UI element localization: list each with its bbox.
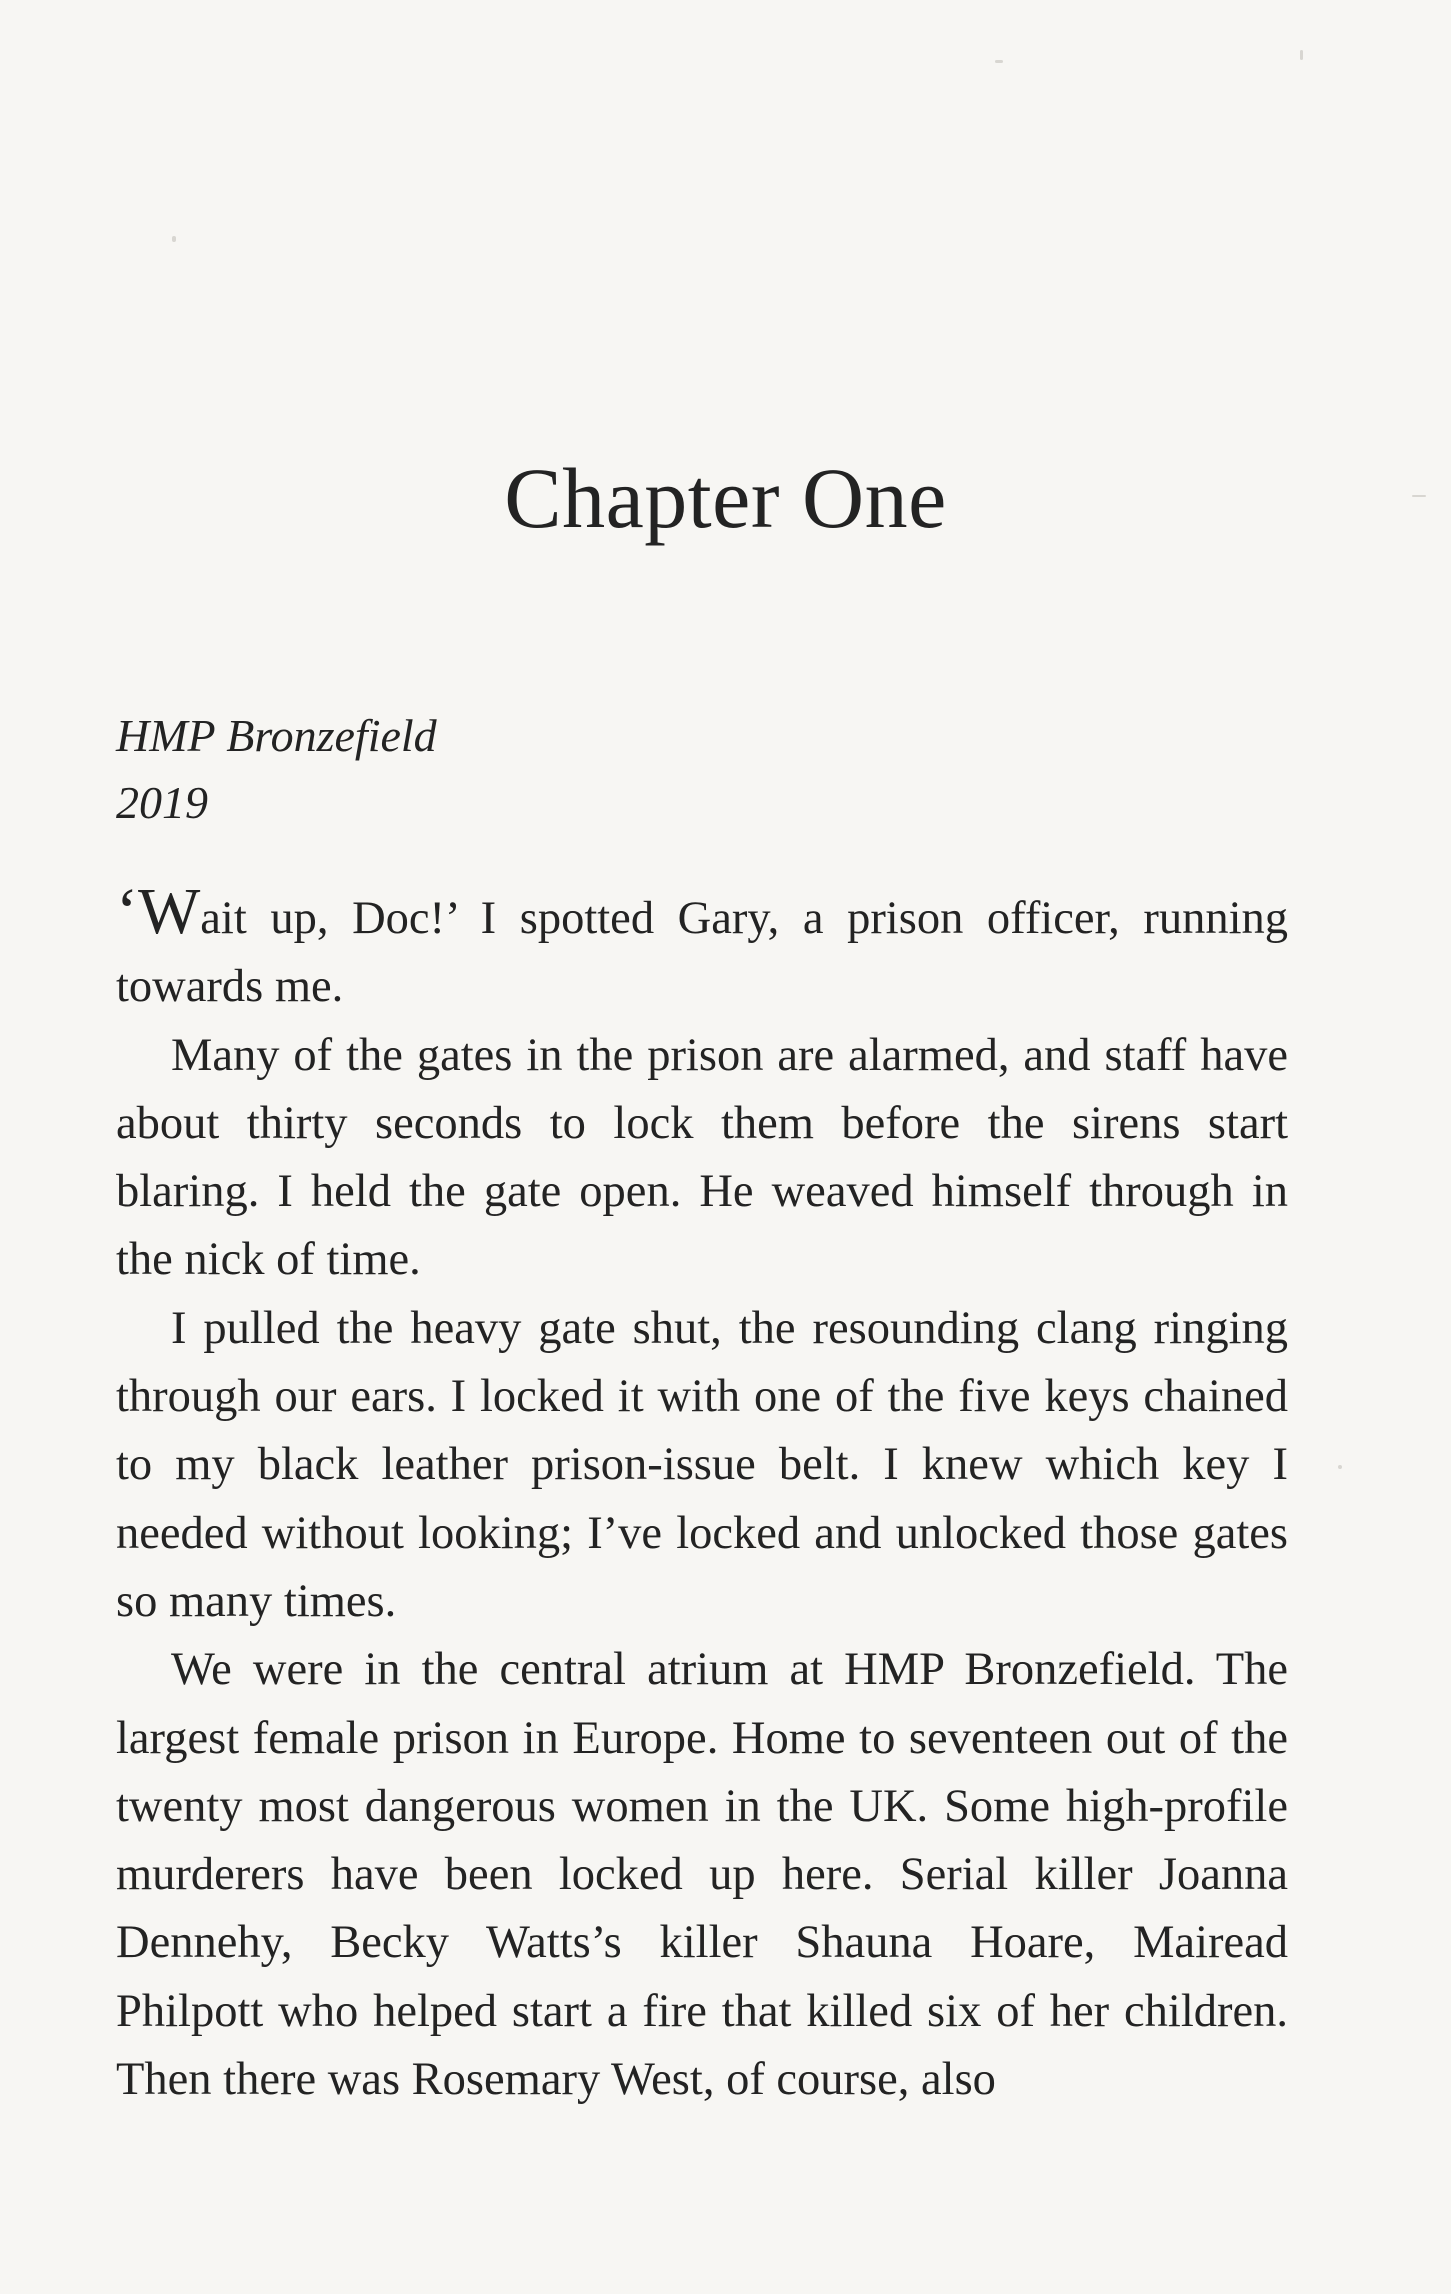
- paragraph: [116, 875, 1288, 1022]
- chapter-location: HMP Bronzefield: [116, 710, 437, 761]
- paragraph-text: ait up, Doc!’ I spotted Gary, a prison officer, running towards me.: [116, 893, 1288, 1013]
- chapter-body: [116, 875, 1288, 2114]
- paragraph: We were in the central atrium at HMP Bronzefield. The largest female prison in Europe. Home to seventeen out of the twenty most dangerous women in the UK. Some high-profile murderers have been locked up here. Serial killer Joanna Dennehy, Becky Watts’s killer Shauna Hoare, Mairead Philpott who helped start a fire that killed six of her children. Then there was Rosemary West, of course, also: [116, 1644, 1288, 2106]
- scan-speck: [172, 236, 176, 242]
- paragraph: Many of the gates in the prison are alarmed, and staff have about thirty seconds to lock them before the sirens start blaring. I held the gate open. He weaved himself through in the nick of time.: [116, 1029, 1288, 1286]
- scan-speck: [1300, 50, 1303, 60]
- scan-speck: [1338, 1465, 1342, 1469]
- scan-speck: [995, 60, 1003, 63]
- chapter-year: 2019: [116, 777, 208, 828]
- opening-quote: ‘: [116, 875, 138, 948]
- chapter-title: Chapter One: [504, 450, 947, 546]
- paragraph: I pulled the heavy gate shut, the resounding clang ringing through our ears. I locked it with one of the five keys chained to my black leather prison-issue belt. I knew which key I needed without looking; I’ve locked and unlocked those gates so many times.: [116, 1302, 1288, 1627]
- drop-cap-letter: W: [137, 875, 201, 948]
